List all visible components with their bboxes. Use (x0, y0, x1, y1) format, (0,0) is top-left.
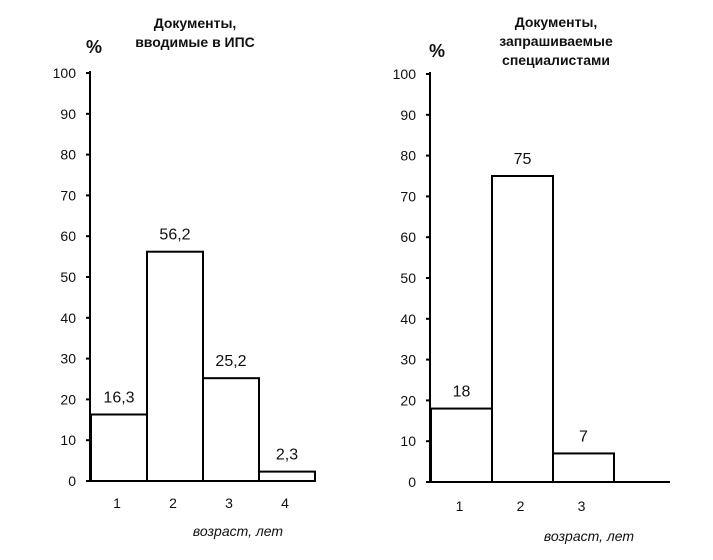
x-axis-label: возраст, лет (543, 528, 635, 544)
data-label: 7 (579, 428, 588, 446)
y-tick-label: 50 (60, 269, 76, 285)
y-tick-label: 50 (400, 270, 416, 286)
chart-title-line: запрашиваемые (499, 33, 613, 49)
y-tick-label: 60 (60, 228, 76, 245)
y-tick-label: 70 (400, 188, 416, 205)
chart-title-line: Документы, (153, 15, 237, 31)
y-tick-label: 10 (60, 432, 76, 449)
data-label: 18 (452, 383, 471, 401)
data-label: 56,2 (159, 226, 191, 244)
bar (147, 252, 203, 481)
y-tick-label: 20 (60, 391, 76, 408)
y-tick-label: 90 (400, 106, 416, 123)
bar (203, 378, 259, 481)
y-tick-label: 30 (400, 351, 416, 368)
data-label: 2,3 (275, 446, 299, 464)
y-tick-label: 10 (400, 433, 416, 450)
chart-title-line: Документы, (514, 14, 598, 30)
chart-left (53, 15, 315, 539)
y-tick-label: 0 (68, 473, 76, 489)
bar (259, 472, 315, 481)
x-tick-label: 2 (516, 498, 525, 514)
y-tick-label: 40 (400, 310, 416, 327)
y-tick-label: 30 (60, 350, 76, 367)
x-axis-label: возраст, лет (192, 523, 284, 539)
y-tick-label: 100 (52, 65, 76, 81)
y-tick-label: 0 (408, 474, 416, 490)
x-tick-label: 1 (113, 495, 121, 511)
x-tick-label: 2 (169, 495, 177, 511)
data-label: 75 (513, 151, 532, 168)
x-tick-label: 4 (281, 495, 289, 511)
x-tick-label: 3 (577, 498, 586, 514)
y-tick-label: 90 (60, 105, 76, 122)
x-tick-label: 3 (225, 495, 233, 511)
bar (492, 176, 553, 482)
bar (553, 453, 614, 482)
chart-title-line: вводимые в ИПС (135, 34, 255, 50)
x-tick-label: 1 (455, 498, 464, 514)
bar (91, 414, 147, 481)
y-tick-label: 20 (400, 392, 416, 409)
chart-title-line: специалистами (502, 52, 610, 68)
data-label: 25,2 (215, 353, 247, 371)
chart-right (393, 14, 670, 544)
y-tick-label: 70 (60, 187, 76, 204)
y-tick-label: 40 (60, 309, 76, 326)
y-axis-label: % (85, 37, 103, 57)
y-tick-label: 100 (392, 66, 416, 82)
bar (431, 409, 492, 482)
y-tick-label: 80 (60, 146, 76, 163)
y-axis-label: % (428, 41, 446, 61)
y-tick-label: 80 (400, 147, 416, 164)
y-tick-label: 60 (400, 229, 416, 246)
data-label: 16,3 (103, 389, 135, 407)
